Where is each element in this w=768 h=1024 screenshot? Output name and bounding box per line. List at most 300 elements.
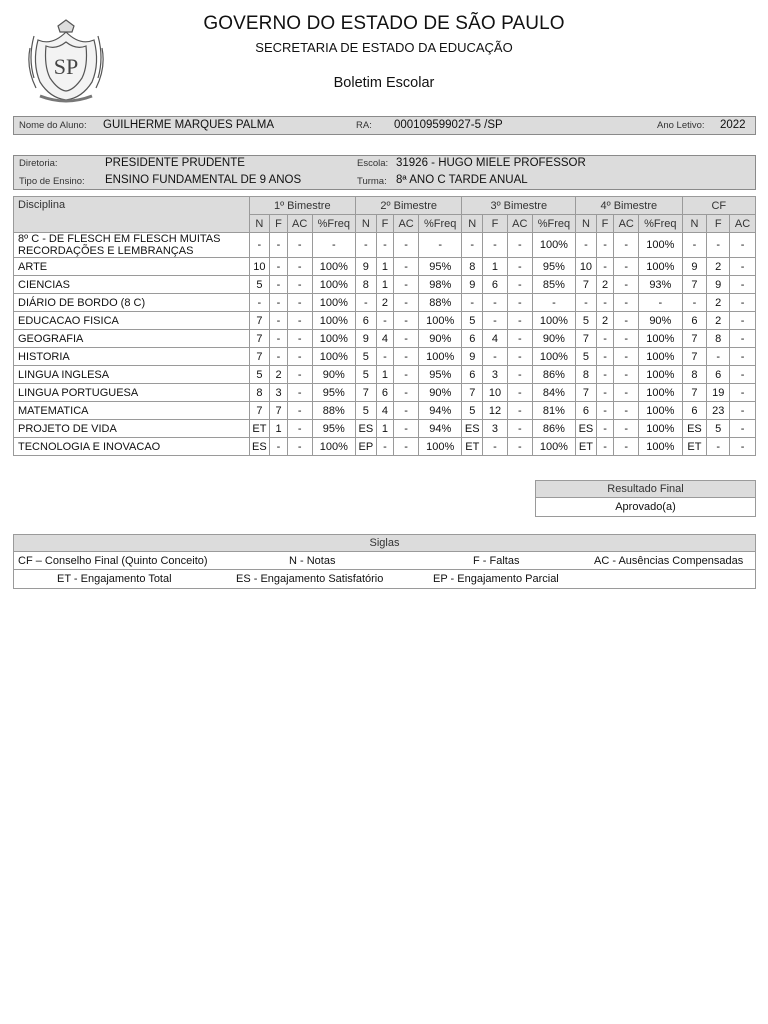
grade-cell: - <box>614 348 639 366</box>
grade-cell: - <box>596 348 614 366</box>
grade-cell: - <box>287 330 312 348</box>
grade-cell: - <box>249 233 270 258</box>
grade-cell: - <box>287 258 312 276</box>
grade-cell: 90% <box>419 384 462 402</box>
discipline-header: Disciplina <box>14 197 250 233</box>
table-row <box>14 438 756 456</box>
discipline-name: 8º C - DE FLESCH EM FLESCH MUITAS RECORDAÇÕES E LEMBRANÇAS <box>14 233 250 258</box>
grade-cell: 95% <box>532 258 575 276</box>
table-row <box>14 366 756 384</box>
grade-cell: 5 <box>462 402 483 420</box>
grade-cell: - <box>270 258 288 276</box>
grade-cell: - <box>270 294 288 312</box>
grade-cell: - <box>507 294 532 312</box>
grade-cell: 8 <box>682 366 707 384</box>
discipline-name: HISTORIA <box>14 348 250 366</box>
grade-cell: 100% <box>419 348 462 366</box>
grade-cell: 6 <box>707 366 730 384</box>
grade-cell: EP <box>356 438 377 456</box>
grade-cell: - <box>507 402 532 420</box>
grade-cell: 5 <box>356 402 377 420</box>
grade-cell: - <box>730 420 756 438</box>
grade-cell: 4 <box>483 330 508 348</box>
column-header: N <box>249 215 270 233</box>
grade-cell: ET <box>682 438 707 456</box>
grade-cell: 9 <box>356 330 377 348</box>
grade-cell: - <box>596 330 614 348</box>
grade-cell: 81% <box>532 402 575 420</box>
grade-cell: 100% <box>419 438 462 456</box>
grade-cell: 90% <box>312 366 355 384</box>
grade-cell: 5 <box>249 276 270 294</box>
grade-cell: - <box>270 312 288 330</box>
grade-cell: 8 <box>576 366 597 384</box>
grade-cell: 2 <box>707 258 730 276</box>
grade-cell: - <box>376 312 394 330</box>
final-result-box <box>535 480 756 517</box>
grade-cell: ES <box>462 420 483 438</box>
grade-cell: 7 <box>682 276 707 294</box>
grade-cell: - <box>394 312 419 330</box>
grade-cell: 95% <box>312 420 355 438</box>
grade-cell: - <box>394 233 419 258</box>
grade-cell: 100% <box>639 366 682 384</box>
svg-text:SP: SP <box>53 54 79 79</box>
grade-cell: 8 <box>249 384 270 402</box>
grade-cell: 84% <box>532 384 575 402</box>
year-label: Ano Letivo: <box>657 120 705 131</box>
legend-ep: EP - Engajamento Parcial <box>433 573 559 585</box>
grade-cell: - <box>532 294 575 312</box>
grade-cell: 7 <box>249 330 270 348</box>
discipline-name: CIENCIAS <box>14 276 250 294</box>
grade-cell: - <box>707 438 730 456</box>
grade-cell: - <box>596 420 614 438</box>
grade-cell: - <box>287 233 312 258</box>
grade-cell: 88% <box>312 402 355 420</box>
diretoria-value: PRESIDENTE PRUDENTE <box>105 157 245 169</box>
column-header: F <box>270 215 288 233</box>
page-subtitle: SECRETARIA DE ESTADO DA EDUCAÇÃO <box>255 40 513 55</box>
column-header: F <box>707 215 730 233</box>
column-header: AC <box>507 215 532 233</box>
grade-cell: 100% <box>532 312 575 330</box>
abbreviations-row <box>14 552 755 570</box>
grade-cell: - <box>507 420 532 438</box>
grade-cell: 6 <box>462 366 483 384</box>
grade-cell: - <box>270 233 288 258</box>
final-result-label: Resultado Final <box>536 481 755 498</box>
grade-cell: 100% <box>639 330 682 348</box>
grade-cell: ES <box>249 438 270 456</box>
grade-cell: - <box>596 402 614 420</box>
grade-cell: 7 <box>249 348 270 366</box>
grade-cell: - <box>507 330 532 348</box>
table-row <box>14 294 756 312</box>
grade-cell: 86% <box>532 420 575 438</box>
grade-cell: - <box>614 233 639 258</box>
grade-cell: 10 <box>576 258 597 276</box>
grade-cell: - <box>730 330 756 348</box>
final-result-value: Aprovado(a) <box>615 501 676 513</box>
student-name-label: Nome do Aluno: <box>19 120 87 131</box>
grade-cell: - <box>596 294 614 312</box>
grade-cell: 9 <box>682 258 707 276</box>
grade-cell: 6 <box>483 276 508 294</box>
column-header: F <box>596 215 614 233</box>
year-value: 2022 <box>720 119 746 131</box>
grade-cell: - <box>507 438 532 456</box>
grade-cell: 2 <box>707 294 730 312</box>
grade-cell: 100% <box>639 233 682 258</box>
grade-cell: 2 <box>596 312 614 330</box>
table-row <box>14 348 756 366</box>
grade-cell: - <box>614 402 639 420</box>
discipline-name: LINGUA PORTUGUESA <box>14 384 250 402</box>
grade-cell: - <box>394 366 419 384</box>
column-header: F <box>376 215 394 233</box>
column-header: AC <box>287 215 312 233</box>
grade-cell: 100% <box>532 233 575 258</box>
grade-cell: - <box>730 294 756 312</box>
grade-cell: - <box>419 233 462 258</box>
discipline-name: ARTE <box>14 258 250 276</box>
column-header: N <box>462 215 483 233</box>
grade-cell: 100% <box>532 438 575 456</box>
grade-cell: 100% <box>639 258 682 276</box>
grade-cell: 100% <box>639 420 682 438</box>
grade-cell: 100% <box>312 294 355 312</box>
grade-cell: 6 <box>682 402 707 420</box>
column-header: N <box>356 215 377 233</box>
grade-cell: 100% <box>639 438 682 456</box>
grade-cell: 90% <box>639 312 682 330</box>
grade-cell: 5 <box>356 348 377 366</box>
grade-cell: 12 <box>483 402 508 420</box>
grade-cell: 8 <box>707 330 730 348</box>
grade-cell: 5 <box>707 420 730 438</box>
grade-cell: 6 <box>576 402 597 420</box>
grade-cell: 100% <box>312 348 355 366</box>
grade-cell: - <box>507 366 532 384</box>
grade-cell: - <box>287 420 312 438</box>
grade-cell: 9 <box>462 276 483 294</box>
column-header: %Freq <box>532 215 575 233</box>
period-header: 2º Bimestre <box>356 197 462 215</box>
grade-cell: 93% <box>639 276 682 294</box>
grade-cell: - <box>287 276 312 294</box>
grade-cell: - <box>730 233 756 258</box>
grade-cell: 2 <box>270 366 288 384</box>
grade-cell: 100% <box>419 312 462 330</box>
grades-body <box>14 233 756 456</box>
grade-cell: - <box>507 384 532 402</box>
grade-cell: - <box>614 276 639 294</box>
grade-cell: - <box>483 438 508 456</box>
grade-cell: 86% <box>532 366 575 384</box>
grade-cell: 2 <box>596 276 614 294</box>
grade-cell: 7 <box>682 330 707 348</box>
grade-cell: - <box>394 258 419 276</box>
grade-cell: - <box>576 233 597 258</box>
grade-cell: - <box>730 438 756 456</box>
grade-cell: - <box>287 402 312 420</box>
discipline-name: PROJETO DE VIDA <box>14 420 250 438</box>
grade-cell: 95% <box>312 384 355 402</box>
grade-cell: - <box>394 438 419 456</box>
grade-cell: - <box>394 420 419 438</box>
discipline-name: TECNOLOGIA E INOVACAO <box>14 438 250 456</box>
grade-cell: - <box>507 233 532 258</box>
discipline-name: MATEMATICA <box>14 402 250 420</box>
grade-cell: - <box>614 330 639 348</box>
grade-cell: - <box>507 348 532 366</box>
grade-cell: - <box>483 348 508 366</box>
grade-cell: - <box>596 233 614 258</box>
grade-cell: 1 <box>483 258 508 276</box>
grade-cell: - <box>356 233 377 258</box>
grade-cell: 7 <box>270 402 288 420</box>
grade-cell: 100% <box>532 348 575 366</box>
grade-cell: - <box>507 258 532 276</box>
grade-cell: 9 <box>356 258 377 276</box>
grade-cell: - <box>596 384 614 402</box>
grade-cell: 3 <box>270 384 288 402</box>
column-header: %Freq <box>419 215 462 233</box>
grade-cell: - <box>394 330 419 348</box>
tipo-ensino-value: ENSINO FUNDAMENTAL DE 9 ANOS <box>105 174 302 186</box>
table-row <box>14 402 756 420</box>
grade-cell: - <box>312 233 355 258</box>
grade-cell: 7 <box>462 384 483 402</box>
grade-cell: ET <box>462 438 483 456</box>
column-header: AC <box>614 215 639 233</box>
grade-cell: 1 <box>376 258 394 276</box>
column-header: %Freq <box>312 215 355 233</box>
grade-cell: 9 <box>462 348 483 366</box>
turma-value: 8ª ANO C TARDE ANUAL <box>396 174 528 186</box>
grade-cell: 7 <box>249 312 270 330</box>
grade-cell: 1 <box>376 420 394 438</box>
escola-label: Escola: <box>357 158 389 169</box>
grade-cell: - <box>730 402 756 420</box>
ra-value: 000109599027-5 /SP <box>394 119 503 131</box>
grade-cell: - <box>483 294 508 312</box>
grade-cell: 85% <box>532 276 575 294</box>
grade-cell: - <box>462 294 483 312</box>
grade-cell: 19 <box>707 384 730 402</box>
grade-cell: - <box>287 438 312 456</box>
grade-cell: 100% <box>639 402 682 420</box>
grade-cell: 7 <box>576 384 597 402</box>
grade-cell: 94% <box>419 420 462 438</box>
grade-cell: - <box>596 258 614 276</box>
grade-cell: 5 <box>576 348 597 366</box>
grade-cell: 6 <box>682 312 707 330</box>
grade-cell: 2 <box>707 312 730 330</box>
table-row <box>14 233 756 258</box>
grade-cell: - <box>596 366 614 384</box>
grade-cell: 5 <box>576 312 597 330</box>
grade-cell: 6 <box>356 312 377 330</box>
column-header: AC <box>730 215 756 233</box>
grade-cell: - <box>730 348 756 366</box>
grade-cell: - <box>682 233 707 258</box>
grade-cell: - <box>682 294 707 312</box>
grade-cell: - <box>462 233 483 258</box>
grade-cell: 4 <box>376 330 394 348</box>
table-row <box>14 420 756 438</box>
grade-cell: - <box>596 438 614 456</box>
discipline-name: GEOGRAFIA <box>14 330 250 348</box>
period-header: 3º Bimestre <box>462 197 576 215</box>
cf-header: CF <box>682 197 755 215</box>
period-header: 1º Bimestre <box>249 197 355 215</box>
grades-header-row <box>14 197 756 215</box>
grade-cell: 7 <box>682 348 707 366</box>
grade-cell: - <box>394 384 419 402</box>
grade-cell: - <box>614 438 639 456</box>
escola-value: 31926 - HUGO MIELE PROFESSOR <box>396 157 586 169</box>
grade-cell: - <box>249 294 270 312</box>
grade-cell: 100% <box>312 276 355 294</box>
student-name: GUILHERME MARQUES PALMA <box>103 119 275 131</box>
grade-cell: 6 <box>376 384 394 402</box>
grade-cell: 3 <box>483 420 508 438</box>
grade-cell: 88% <box>419 294 462 312</box>
abbreviations-legend <box>13 534 756 589</box>
grade-cell: - <box>270 330 288 348</box>
grade-cell: - <box>707 348 730 366</box>
grade-cell: 2 <box>376 294 394 312</box>
grade-cell: - <box>287 294 312 312</box>
grade-cell: - <box>614 420 639 438</box>
grade-cell: 10 <box>249 258 270 276</box>
table-row <box>14 258 756 276</box>
legend-f: F - Faltas <box>473 555 520 567</box>
grade-cell: 95% <box>419 366 462 384</box>
grade-cell: 100% <box>312 312 355 330</box>
grade-cell: 4 <box>376 402 394 420</box>
grade-cell: - <box>270 348 288 366</box>
turma-label: Turma: <box>357 176 387 187</box>
grade-cell: - <box>707 233 730 258</box>
grade-cell: - <box>287 348 312 366</box>
column-header: F <box>483 215 508 233</box>
grade-cell: - <box>287 384 312 402</box>
grade-cell: - <box>356 294 377 312</box>
grade-cell: 98% <box>419 276 462 294</box>
grade-cell: - <box>287 366 312 384</box>
period-header: 4º Bimestre <box>576 197 682 215</box>
grade-cell: 94% <box>419 402 462 420</box>
grade-cell: 5 <box>249 366 270 384</box>
grade-cell: 95% <box>419 258 462 276</box>
grade-cell: - <box>614 312 639 330</box>
discipline-name: LINGUA INGLESA <box>14 366 250 384</box>
document-title: Boletim Escolar <box>333 75 435 91</box>
grade-cell: 8 <box>356 276 377 294</box>
grade-cell: - <box>376 233 394 258</box>
column-header: %Freq <box>639 215 682 233</box>
grade-cell: 7 <box>576 330 597 348</box>
grade-cell: ET <box>576 438 597 456</box>
grade-cell: 100% <box>312 258 355 276</box>
tipo-ensino-label: Tipo de Ensino: <box>19 176 85 187</box>
grade-cell: 23 <box>707 402 730 420</box>
grade-cell: - <box>614 294 639 312</box>
school-info-box <box>13 155 756 190</box>
grade-cell: 5 <box>356 366 377 384</box>
grade-cell: - <box>287 312 312 330</box>
grade-cell: ES <box>356 420 377 438</box>
grade-cell: 100% <box>639 348 682 366</box>
grade-cell: 7 <box>249 402 270 420</box>
grade-cell: 1 <box>376 276 394 294</box>
grade-cell: - <box>639 294 682 312</box>
grade-cell: 7 <box>356 384 377 402</box>
grade-cell: - <box>507 276 532 294</box>
student-info-bar <box>13 116 756 135</box>
grade-cell: - <box>730 384 756 402</box>
grade-cell: - <box>730 366 756 384</box>
ra-label: RA: <box>356 120 372 131</box>
grade-cell: 100% <box>312 330 355 348</box>
grade-cell: 1 <box>270 420 288 438</box>
grade-cell: 100% <box>312 438 355 456</box>
grades-table <box>13 196 756 456</box>
grade-cell: - <box>730 276 756 294</box>
table-row <box>14 312 756 330</box>
grade-cell: - <box>576 294 597 312</box>
grade-cell: 7 <box>576 276 597 294</box>
grade-cell: 90% <box>532 330 575 348</box>
grade-cell: 5 <box>462 312 483 330</box>
grade-cell: - <box>614 258 639 276</box>
grade-cell: - <box>394 348 419 366</box>
grade-cell: - <box>394 294 419 312</box>
grade-cell: ES <box>576 420 597 438</box>
grade-cell: - <box>507 312 532 330</box>
column-header: N <box>682 215 707 233</box>
diretoria-label: Diretoria: <box>19 158 58 169</box>
grade-cell: - <box>730 312 756 330</box>
legend-ac: AC - Ausências Compensadas <box>594 555 744 567</box>
grade-cell: - <box>270 276 288 294</box>
grade-cell: 10 <box>483 384 508 402</box>
grade-cell: - <box>394 276 419 294</box>
legend-cf: CF – Conselho Final (Quinto Conceito) <box>18 555 208 567</box>
grade-cell: - <box>483 233 508 258</box>
grade-cell: 8 <box>462 258 483 276</box>
grade-cell: 100% <box>639 384 682 402</box>
table-row <box>14 276 756 294</box>
grade-cell: - <box>376 438 394 456</box>
table-row <box>14 384 756 402</box>
grade-cell: 6 <box>462 330 483 348</box>
page-title: GOVERNO DO ESTADO DE SÃO PAULO <box>203 13 565 34</box>
grade-cell: ET <box>249 420 270 438</box>
grade-cell: - <box>270 438 288 456</box>
legend-n: N - Notas <box>289 555 336 567</box>
grade-cell: - <box>376 348 394 366</box>
discipline-name: DIÁRIO DE BORDO (8 C) <box>14 294 250 312</box>
legend-es: ES - Engajamento Satisfatório <box>236 573 384 585</box>
table-row <box>14 330 756 348</box>
grade-cell: ES <box>682 420 707 438</box>
grade-cell: - <box>483 312 508 330</box>
legend-et: ET - Engajamento Total <box>57 573 172 585</box>
